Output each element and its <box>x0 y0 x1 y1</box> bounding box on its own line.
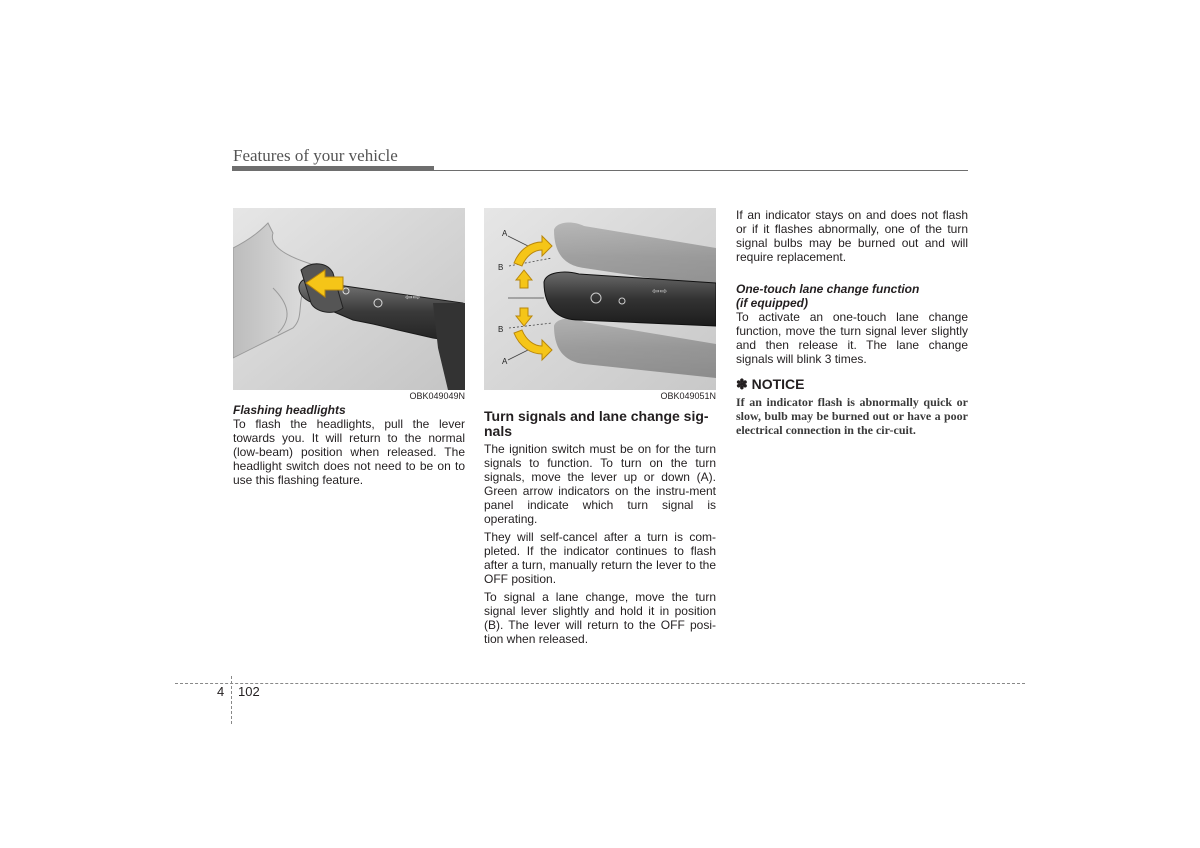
footer-vertical-rule <box>231 676 232 724</box>
notice-heading: ✽ NOTICE <box>736 376 805 392</box>
indicator-intro-text: If an indicator stays on and does not flash or if it flashes abnormally, one of the turn signal bulbs may be burned out and will require replacement. <box>736 208 968 264</box>
header-rule-thin <box>434 170 968 171</box>
one-touch-text: To activate an one-touch lane change function, move the turn signal lever slightly and then release it. The lane change signals will blink 3 times. <box>736 310 968 366</box>
label-a-bottom: A <box>502 357 508 366</box>
figure-code: OBK049051N <box>660 391 716 401</box>
svg-text:⇦⇨: ⇦⇨ <box>405 293 421 303</box>
page-number: 102 <box>238 684 260 699</box>
svg-text:⇦⇨: ⇦⇨ <box>652 287 668 297</box>
one-touch-heading-line1: One-touch lane change function <box>736 282 920 296</box>
turn-signal-lever-illustration <box>484 208 716 390</box>
turn-signals-heading: Turn signals and lane change sig-nals <box>484 408 709 439</box>
label-b-bottom: B <box>498 325 504 334</box>
footer-dashed-rule <box>175 683 1025 684</box>
column-3 <box>736 208 968 437</box>
chapter-number: 4 <box>217 684 225 699</box>
turn-signals-paragraph-3: To signal a lane change, move the turn signal lever slightly and hold it in position (B). The lever will return to the OFF posi-tion when released. <box>484 590 716 646</box>
flashing-headlights-text: To flash the headlights, pull the lever towards you. It will return to the normal (low-beam) position when released. The headlight switch does not need to be on to use this flashing feature. <box>233 417 465 487</box>
flashing-headlights-figure <box>233 208 465 390</box>
turn-signal-figure <box>484 208 716 390</box>
column-1 <box>233 208 465 487</box>
notice-text: If an indicator flash is abnormally quick or slow, bulb may be burned out or have a poor electrical connection in the cir-cuit. <box>736 395 968 437</box>
label-b-top: B <box>498 263 504 272</box>
column-2 <box>484 208 716 650</box>
label-a-top: A <box>502 229 508 238</box>
lever-pull-illustration <box>233 208 465 390</box>
flashing-headlights-heading: Flashing headlights <box>233 403 346 417</box>
header-title: Features of your vehicle <box>233 146 398 165</box>
turn-signals-paragraph-1: The ignition switch must be on for the turn signals to function. To turn on the turn signals, move the lever up or down (A). Green arrow indicators on the instru-ment panel indicate which turn signal is operating. <box>484 442 716 526</box>
turn-signals-paragraph-2: They will self-cancel after a turn is com-pleted. If the indicator continues to flash after a turn, manually return the lever to the OFF position. <box>484 530 716 586</box>
header-rule-thick <box>232 166 434 171</box>
figure-code: OBK049049N <box>409 391 465 401</box>
one-touch-heading-line2: (if equipped) <box>736 296 808 310</box>
